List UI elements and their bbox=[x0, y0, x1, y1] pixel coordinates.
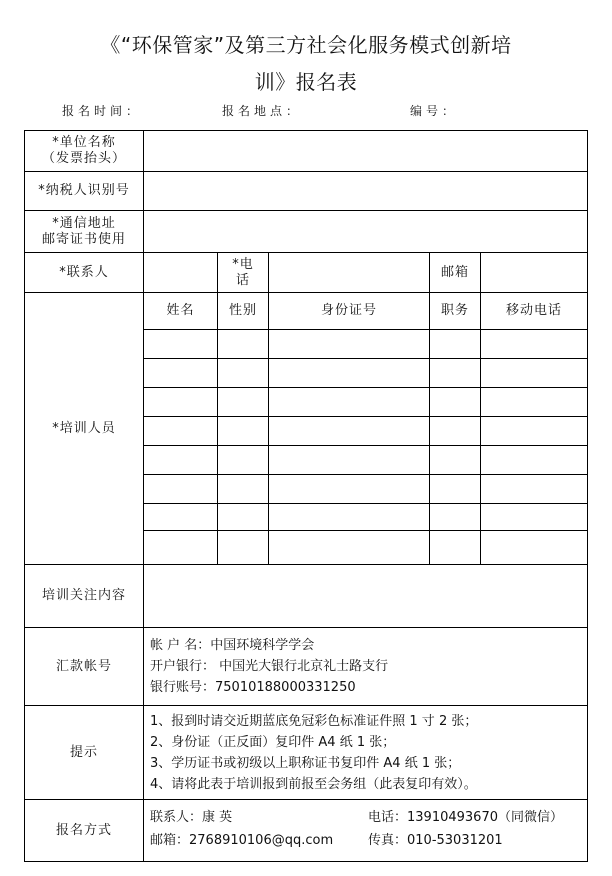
trainee-name-cell[interactable] bbox=[144, 475, 218, 504]
method-info bbox=[144, 800, 588, 862]
trainee-name-cell[interactable] bbox=[144, 446, 218, 475]
remit-info bbox=[144, 628, 588, 706]
address-label: *通信地址 邮寄证书使用 bbox=[25, 211, 144, 253]
number-label: 编号： bbox=[410, 104, 459, 118]
method-contact: 联系人：康 英 bbox=[150, 810, 233, 825]
trainee-name-cell[interactable] bbox=[144, 531, 218, 565]
trainee-gender-cell[interactable] bbox=[218, 504, 269, 531]
trainee-id-cell[interactable] bbox=[269, 504, 430, 531]
trainee-position-cell[interactable] bbox=[430, 446, 481, 475]
registration-place-label: 报名地点： bbox=[222, 104, 303, 118]
trainee-id-cell[interactable] bbox=[269, 359, 430, 388]
trainee-id-cell[interactable] bbox=[269, 475, 430, 504]
trainee-name-cell[interactable] bbox=[144, 388, 218, 417]
trainee-mobile-cell[interactable] bbox=[481, 388, 588, 417]
trainee-position-cell[interactable] bbox=[430, 504, 481, 531]
tip-item: 2、身份证（正反面）复印件 A4 纸 1 张； bbox=[150, 734, 396, 750]
tip-item: 1、报到时请交近期蓝底免冠彩色标准证件照 1 寸 2 张； bbox=[150, 713, 478, 729]
remit-account-number: 银行账号：75010188000331250 bbox=[150, 680, 356, 695]
trainee-header-name: 姓名 bbox=[144, 293, 218, 330]
contact-label: *联系人 bbox=[25, 253, 144, 293]
trainee-id-cell[interactable] bbox=[269, 446, 430, 475]
trainee-header-mobile: 移动电话 bbox=[481, 293, 588, 330]
trainee-position-cell[interactable] bbox=[430, 531, 481, 565]
trainee-position-cell[interactable] bbox=[430, 388, 481, 417]
org-name-field[interactable] bbox=[144, 131, 588, 172]
remit-bank: 开户银行： 中国光大银行北京礼士路支行 bbox=[150, 659, 389, 674]
trainee-mobile-cell[interactable] bbox=[481, 475, 588, 504]
method-label: 报名方式 bbox=[25, 800, 144, 862]
tax-id-field[interactable] bbox=[144, 172, 588, 211]
trainee-gender-cell[interactable] bbox=[218, 359, 269, 388]
trainee-header-position: 职务 bbox=[430, 293, 481, 330]
trainee-id-cell[interactable] bbox=[269, 531, 430, 565]
trainee-position-cell[interactable] bbox=[430, 359, 481, 388]
trainee-id-cell[interactable] bbox=[269, 330, 430, 359]
email-label: 邮箱 bbox=[430, 253, 481, 293]
trainee-gender-cell[interactable] bbox=[218, 446, 269, 475]
trainee-mobile-cell[interactable] bbox=[481, 330, 588, 359]
trainee-position-cell[interactable] bbox=[430, 417, 481, 446]
trainee-name-cell[interactable] bbox=[144, 417, 218, 446]
email-field[interactable] bbox=[481, 253, 588, 293]
trainee-mobile-cell[interactable] bbox=[481, 417, 588, 446]
tip-item: 3、学历证书或初级以上职称证书复印件 A4 纸 1 张； bbox=[150, 755, 461, 771]
trainee-mobile-cell[interactable] bbox=[481, 359, 588, 388]
trainee-mobile-cell[interactable] bbox=[481, 531, 588, 565]
trainee-gender-cell[interactable] bbox=[218, 417, 269, 446]
trainee-position-cell[interactable] bbox=[430, 475, 481, 504]
trainee-name-cell[interactable] bbox=[144, 330, 218, 359]
method-email: 邮箱：2768910106@qq.com bbox=[150, 833, 334, 848]
phone-label: *电 话 bbox=[218, 253, 269, 293]
trainee-mobile-cell[interactable] bbox=[481, 504, 588, 531]
focus-label: 培训关注内容 bbox=[25, 565, 144, 628]
trainee-gender-cell[interactable] bbox=[218, 531, 269, 565]
trainee-header-id-number: 身份证号 bbox=[269, 293, 430, 330]
registration-table bbox=[24, 130, 588, 862]
contact-field[interactable] bbox=[144, 253, 218, 293]
focus-field[interactable] bbox=[144, 565, 588, 628]
remit-account-name: 帐 户 名：中国环境科学学会 bbox=[150, 638, 315, 653]
tax-id-label: *纳税人识别号 bbox=[25, 172, 144, 211]
trainee-mobile-cell[interactable] bbox=[481, 446, 588, 475]
registration-time-label: 报名时间： bbox=[62, 104, 143, 118]
tips-label: 提示 bbox=[25, 706, 144, 800]
trainee-header-gender: 性别 bbox=[218, 293, 269, 330]
tip-item: 4、请将此表于培训报到前报至会务组（此表复印有效）。 bbox=[150, 776, 477, 792]
form-title-line2: 训》报名表 bbox=[254, 70, 358, 94]
trainee-id-cell[interactable] bbox=[269, 417, 430, 446]
trainee-name-cell[interactable] bbox=[144, 504, 218, 531]
tips-info bbox=[144, 706, 588, 800]
trainee-gender-cell[interactable] bbox=[218, 330, 269, 359]
trainee-name-cell[interactable] bbox=[144, 359, 218, 388]
trainee-gender-cell[interactable] bbox=[218, 475, 269, 504]
method-fax: 传真：010-53031201 bbox=[368, 833, 503, 848]
trainees-label: *培训人员 bbox=[25, 293, 144, 565]
method-phone: 电话：13910493670（同微信） bbox=[368, 810, 563, 825]
address-field[interactable] bbox=[144, 211, 588, 253]
form-title-line1: 《“环保管家”及第三方社会化服务模式创新培 bbox=[100, 33, 512, 57]
remit-label: 汇款帐号 bbox=[25, 628, 144, 706]
trainee-id-cell[interactable] bbox=[269, 388, 430, 417]
phone-field[interactable] bbox=[269, 253, 430, 293]
org-name-label: *单位名称 （发票抬头） bbox=[25, 131, 144, 172]
trainee-position-cell[interactable] bbox=[430, 330, 481, 359]
trainee-gender-cell[interactable] bbox=[218, 388, 269, 417]
